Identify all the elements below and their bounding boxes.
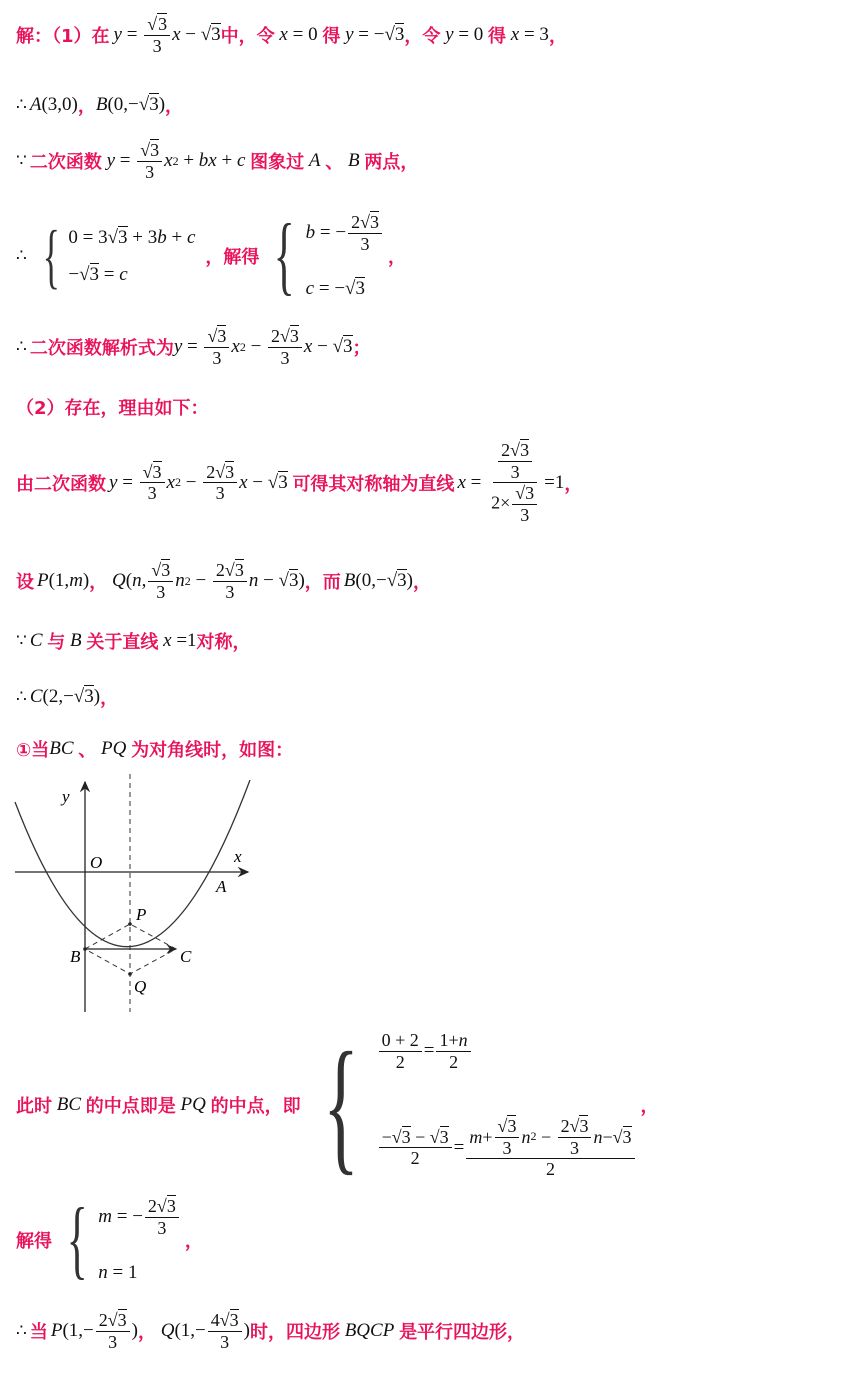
solution-line-1: 解：（1）在 y = $\frac{√3}{3}$ x − √3 中，令 x = 0 得 y = −√3 ，令 y = 0 得 x = 3 ， bbox=[16, 14, 567, 56]
solution-system: { m = − $\frac{2√3}{3}$ n = 1 bbox=[56, 1196, 181, 1284]
compound-fraction: $\frac{2√3}{3}$ 2× $\frac{√3}{3}$ bbox=[488, 440, 542, 526]
solution-line-5: ∴ 二次函数解析式为 y = $\frac{√3}{3}$ x 2 − $\frac{2√3}{3}$ x − √3 ； bbox=[16, 326, 371, 368]
label-o: O bbox=[90, 853, 103, 872]
equation-system-1: { 0 = 3√ 3 + 3 b + c −√ 3 = c bbox=[42, 216, 196, 296]
axis-of-symmetry-line: 由二次函数 y = $\frac{√3}{3}$ x 2 − $\frac{2√3}{3}$ x − √3 可得其对称轴为直线 x = $\frac{2√3}{3}$ 2× $\frac{√3}{3}$ =1 ， bbox=[16, 440, 583, 526]
part2-heading: （2）存在，理由如下： bbox=[16, 398, 209, 419]
solution-label: 解：（1）在 bbox=[16, 26, 110, 48]
symmetry-line: ∵ C 与 B 关于直线 x =1 对称， bbox=[16, 630, 251, 653]
solution-line-2: ∴ A (3,0) ， B (0,−√3) ， bbox=[16, 94, 184, 117]
midpoint-line: 此时 BC 的中点即是 PQ 的中点，即 { $\frac{0 + 2}{2}$ = $\frac{1+n}{2}$ $\frac{-√3 - √3}{2}$ = m + $\frac{√3}{3}$ n 2 − $\frac{2√3}{3}$ n −√ 3 2 ， bbox=[16, 1022, 659, 1188]
solve-line: 解得 { m = − $\frac{2√3}{3}$ n = 1 ， bbox=[16, 1191, 203, 1288]
label-y: y bbox=[62, 787, 70, 806]
solution-line-4: ∴ { 0 = 3√ 3 + 3 b + c −√ 3 = c ，解得 { b = − $\frac{2√3}{3}$ c = −√ 3 ， bbox=[16, 207, 406, 304]
label-p: P bbox=[136, 905, 147, 924]
point-c-line: ∴ C (2,−√3) ， bbox=[16, 686, 119, 709]
midpoint-system: { $\frac{0 + 2}{2}$ = $\frac{1+n}{2}$ $\frac{-√3 - √3}{2}$ = m + $\frac{√3}{3}$ n 2 − $\frac{2√3}{3}$ n −√ 3 2 bbox=[305, 1030, 637, 1180]
parabola-figure bbox=[10, 772, 270, 1017]
set-points-line: 设 P (1,m) ， Q (n, $\frac{√3}{3}$ n 2 − $\frac{2√3}{3}$ n − √3) ，而 B (0,−√3) ， bbox=[16, 560, 431, 602]
label-b: B bbox=[70, 947, 81, 966]
fraction: $\frac{√3}{3}$ bbox=[144, 14, 170, 56]
equation-system-2: { b = − $\frac{2√3}{3}$ c = −√ 3 bbox=[263, 212, 384, 300]
label-c: C bbox=[180, 947, 192, 966]
label-a: A bbox=[216, 877, 227, 896]
case-1-line: ①当 BC 、 PQ 为对角线时，如图： bbox=[16, 738, 294, 761]
solution-line-3: ∵ 二次函数 y = $\frac{√3}{3}$ x 2 + bx + c 图象过 A 、 B 两点， bbox=[16, 140, 419, 182]
label-q: Q bbox=[134, 977, 147, 996]
conclusion-line: ∴ 当 P (1,− $\frac{2√3}{3}$ ) ， Q (1,− $\frac{4√3}{3}$ ) 时，四边形 BQCP 是平行四边形， bbox=[16, 1310, 526, 1352]
label-x: x bbox=[234, 847, 242, 866]
